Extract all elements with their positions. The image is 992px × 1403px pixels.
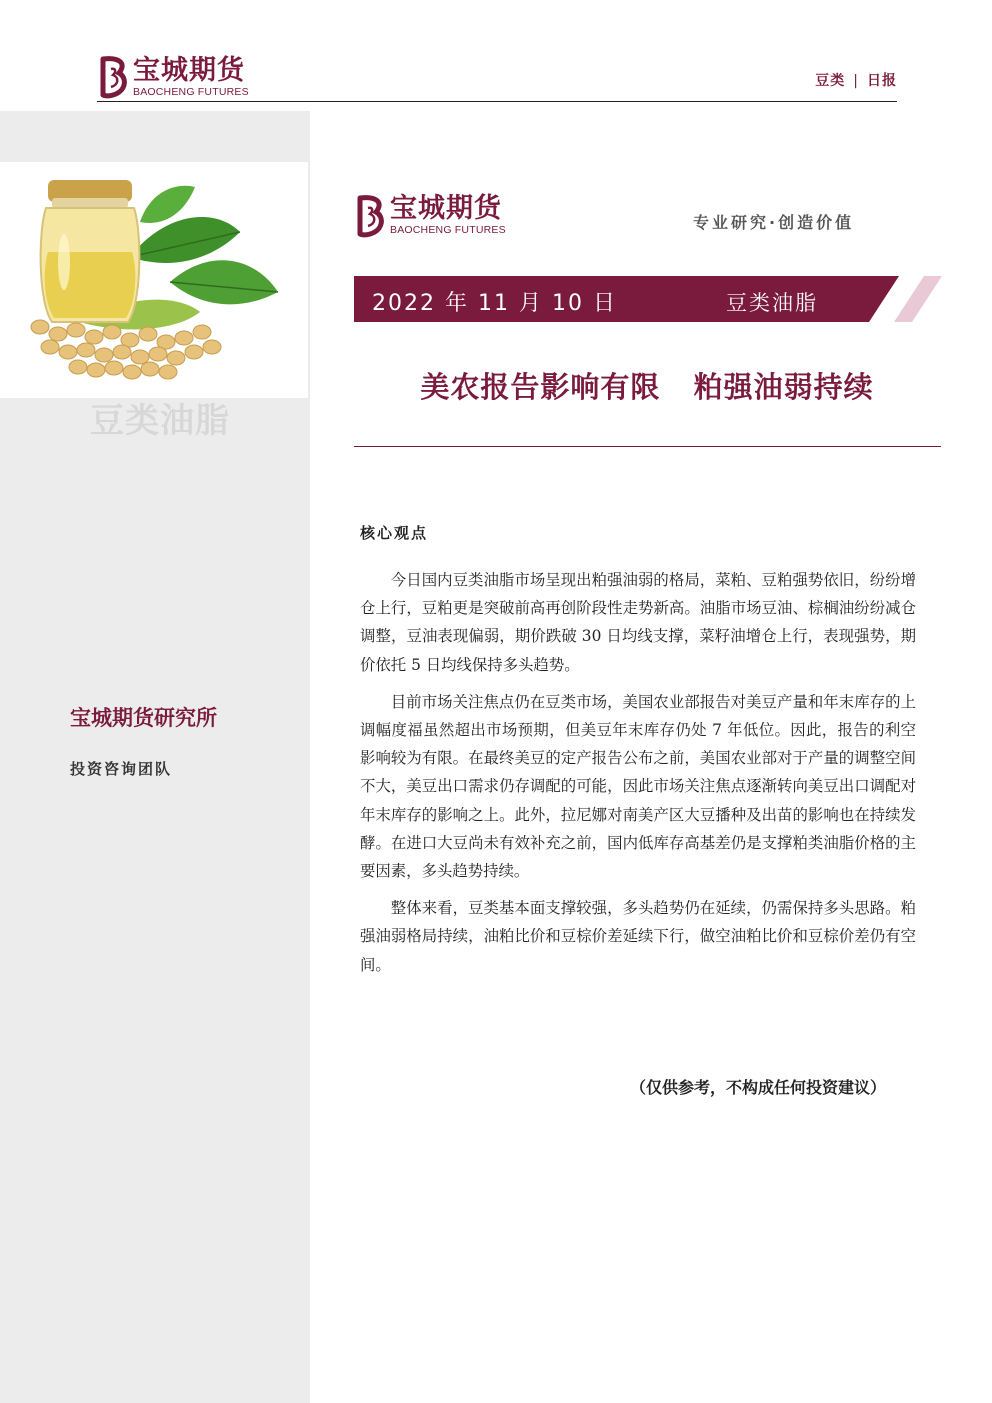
paragraph: 今日国内豆类油脂市场呈现出粕强油弱的格局，菜粕、豆粕强势依旧，纷纷增仓上行，豆粕更是突破前高再创阶段性走势新高。油脂市场豆油、棕榈油纷纷减仓调整，豆油表现偏弱，期价跌破 30 日均线支撑，菜籽油增仓上行，表现强势，期价依托 5 日均线保持多头趋势。: [360, 571, 916, 674]
b-monogram-icon: [354, 193, 388, 239]
disclaimer: （仅供参考，不构成任何投资建议）: [630, 1078, 887, 1097]
slogan: 专业研究·创造价值: [693, 213, 855, 232]
category-label: 豆类: [815, 73, 846, 89]
headline-divider: [354, 446, 941, 447]
brand-text-en: BAOCHENG FUTURES: [390, 224, 506, 236]
b-monogram-icon: [97, 55, 131, 99]
separator: |: [853, 73, 859, 89]
team-name: 投资咨询团队: [70, 760, 173, 778]
logo-text-en: BAOCHENG FUTURES: [133, 86, 249, 98]
logo-text-cn: 宝城期货: [133, 55, 245, 86]
header-logo: [97, 55, 257, 99]
report-date: 2022 年 11 月 10 日: [372, 291, 617, 316]
banner-category: 豆类油脂: [726, 291, 818, 315]
headline: 美农报告影响有限 粕强油弱持续: [420, 370, 874, 404]
date-banner: [354, 276, 942, 322]
report-category: [815, 70, 897, 90]
paragraph: 目前市场关注焦点仍在豆类市场，美国农业部报告对美豆产量和年末库存的上调幅度福虽然超出市场预期，但美豆年末库存仍处 7 年低位。因此，报告的利空影响较为有限。在最终美豆的定产报告公布之前，美国农业部对于产量的调整空间不大，美豆出口需求仍存调配的可能，因此市场关注焦点逐渐转向美豆出口调配对年末库存的影响之上。此外，拉尼娜对南美产区大豆播种及出苗的影响也在持续发酵。在进口大豆尚未有效补充之前，国内低库存高基差仍是支撑粕类油脂价格的主要因素，多头趋势持续。: [360, 692, 916, 881]
header-divider: [97, 101, 897, 102]
paragraph: 整体来看，豆类基本面支撑较强，多头趋势仍在延续，仍需保持多头思路。粕强油弱格局持续，油粕比价和豆棕价差延续下行，做空油粕比价和豆棕价差仍有空间。: [360, 899, 916, 974]
article-body: [360, 566, 916, 988]
section-title: 核心观点: [360, 524, 429, 542]
sidebar-category-tag: 豆类油脂: [90, 401, 230, 441]
brand-logo: [354, 193, 534, 239]
report-type-label: 日报: [867, 73, 897, 89]
institute-name: 宝城期货研究所: [70, 706, 217, 730]
brand-text-cn: 宝城期货: [390, 193, 502, 224]
soybean-oil-jar-image: [0, 162, 308, 398]
